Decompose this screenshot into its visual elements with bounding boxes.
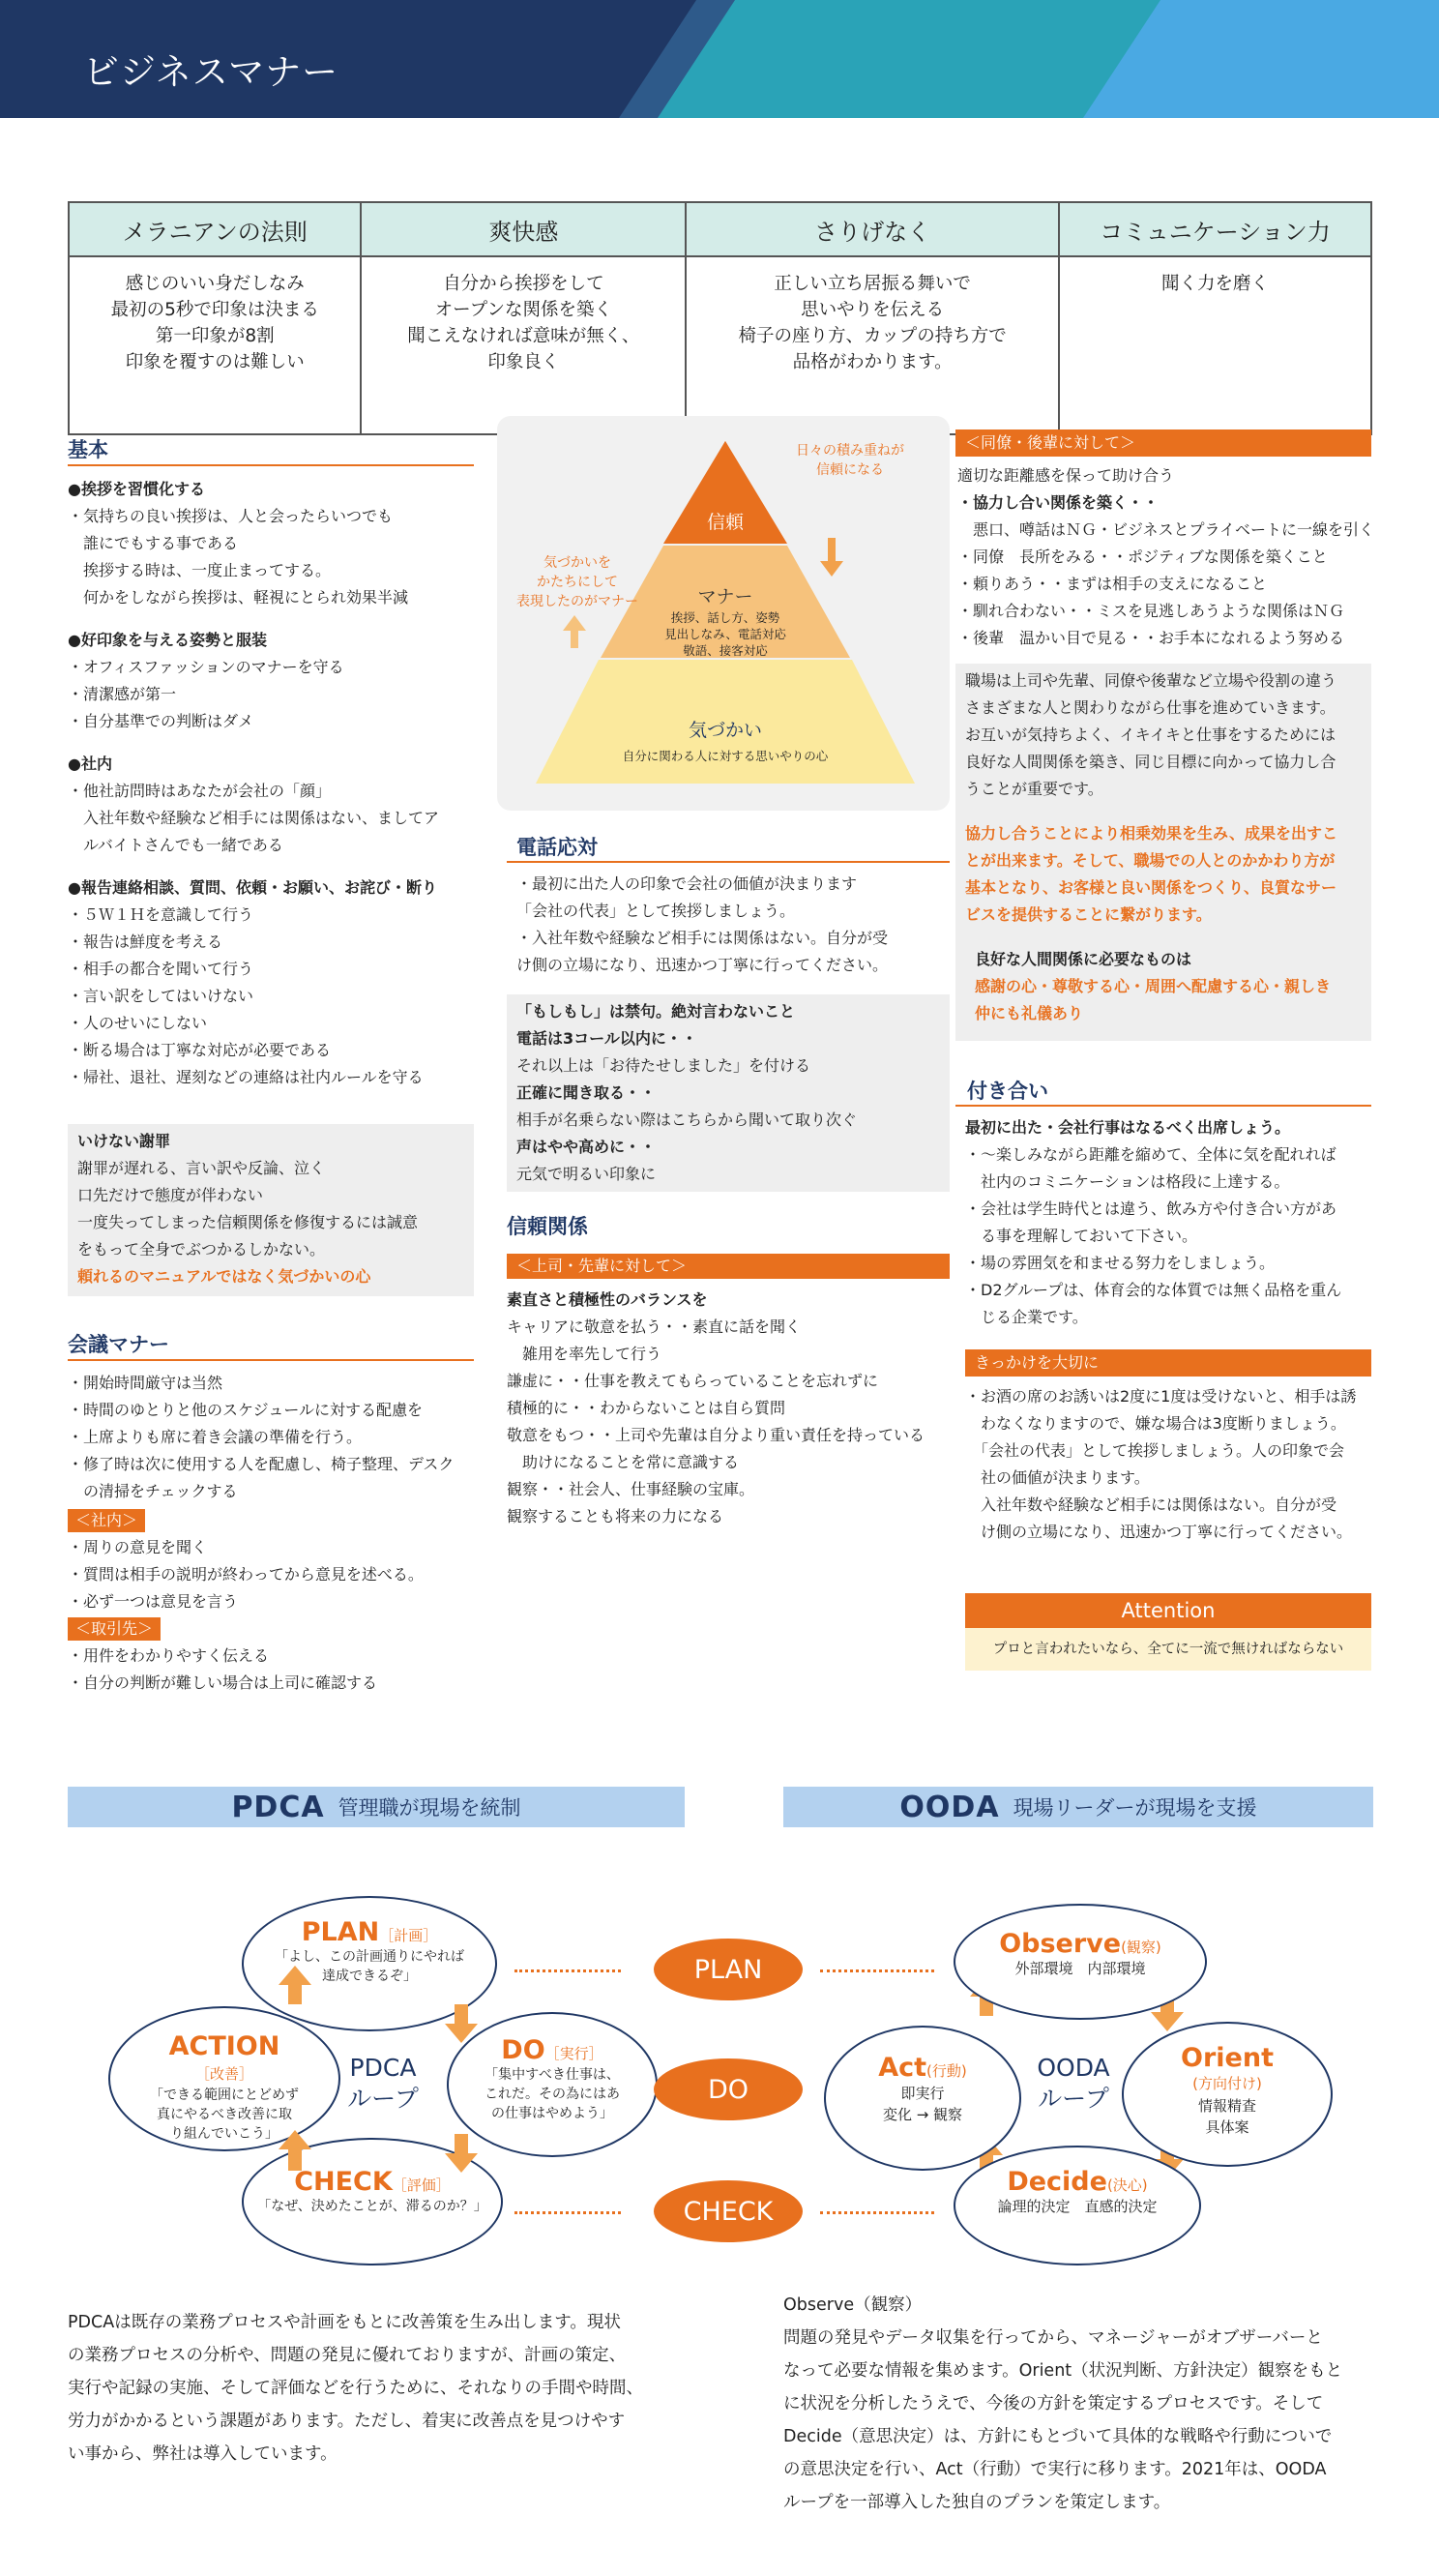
page-title: ビジネスマナー: [83, 51, 339, 93]
text-line: ・用件をわかりやすく伝える: [68, 1646, 270, 1665]
text-line: 労力がかかるという課題があります。ただし、着実に改善点を見つけやす: [68, 2412, 626, 2431]
table-header: コミュニケーション力: [1059, 202, 1371, 256]
label-kikkake: きっかけを大切に: [965, 1349, 1371, 1377]
text-line: 基本となり、お客様と良い関係をつくり、良質なサー: [965, 878, 1337, 897]
text-line: 「なぜ、決めたことが、滞るのか？」: [257, 2199, 487, 2214]
pill-do: DO: [654, 2058, 803, 2120]
text-line: なって必要な情報を集めます。Orient（状況判断、方針決定）観察をもと: [783, 2361, 1343, 2381]
text-line: キャリアに敬意を払う・・素直に話を聞く: [507, 1318, 802, 1336]
text-line: 即実行: [900, 2085, 945, 2102]
text-line: ・報告は鮮度を考える: [68, 933, 223, 951]
section-title-shinrai: 信頼関係: [507, 1215, 588, 1238]
text-line: ・頼りあう・・まずは相手の支えになること: [957, 575, 1268, 593]
table-header: 爽快感: [361, 202, 686, 256]
table-cell: 正しい立ち居振る舞いで 思いやりを伝える 椅子の座り方、カップの持ち方で 品格がわかります。: [686, 256, 1059, 434]
text-line: ・清潔感が第一: [68, 685, 177, 703]
text-line: 真にやるべき改善に取: [157, 2107, 292, 2122]
text-line: Observe（観察）: [783, 2295, 923, 2315]
text-line: かたちにして: [537, 575, 618, 590]
text-line: OODA: [1037, 2054, 1110, 2082]
pyramid-mid: マナー: [697, 586, 753, 607]
text-line: ●好印象を与える姿勢と服装: [68, 631, 267, 649]
text-line: 最初に出た・会社行事はなるべく出席しょう。: [965, 1118, 1291, 1137]
pyramid-bottom: 気づかい: [688, 720, 762, 741]
text-line: PDCAは既存の業務プロセスや計画をもとに改善策を生み出します。現状: [68, 2313, 621, 2332]
text-line: 謝罪が遅れる、言い訳や反論、泣く: [77, 1159, 326, 1177]
text-line: る事を理解しておいて下さい。: [965, 1227, 1198, 1245]
text-line: 「集中すべき仕事は、: [485, 2067, 620, 2083]
text-line: お互いが気持ちよく、イキイキと仕事をするためには: [965, 725, 1336, 744]
table-header: さりげなく: [686, 202, 1059, 256]
text-line: 雑用を率先して行う: [507, 1345, 662, 1363]
text-line: の意思決定を行い、Act（行動）で実行に移ります。2021年は、OODA: [783, 2460, 1327, 2479]
text-line: とが出来ます。そして、職場での人とのかかわり方が: [965, 851, 1336, 870]
text-line: 助けになることを常に意識する: [507, 1453, 740, 1471]
text-line: Decide（意思決定）は、方針にもとづいて具体的な戦略や行動についで: [783, 2427, 1333, 2446]
text-line: 観察することも将来の力になる: [507, 1507, 724, 1525]
text-line: り組んでいこう」: [170, 2126, 279, 2142]
text-line: ・自分基準での判断はダメ: [68, 712, 254, 730]
text-line: ・協力し合い関係を築く・・: [957, 493, 1160, 512]
text-line: ・質問は相手の説明が終わってから意見を述べる。: [68, 1565, 424, 1584]
text-line: 感謝の心・尊敬する心・周囲へ配慮する心・親しき: [975, 977, 1332, 995]
text-line: 素直さと積極性のバランスを: [507, 1290, 708, 1309]
text-line: 信頼になる: [816, 462, 884, 478]
text-line: PDCA: [349, 2054, 417, 2082]
label-shanai: ＜社内＞: [68, 1509, 145, 1532]
pdca-description: [68, 2306, 725, 2471]
section-title-kaigi: 会議マナー: [68, 1333, 169, 1356]
text-line: ・自分の判断が難しい場合は上司に確認する: [68, 1673, 378, 1692]
text-line: ・D2グループは、体育会的な体質では無く品格を重ん: [965, 1281, 1342, 1299]
attention-text: プロと言われたいなら、全てに一流で無ければならない: [965, 1628, 1371, 1671]
text-line: 外部環境 内部環境: [1014, 1960, 1146, 1977]
table-cell: 自分から挨拶をして オープンな関係を築く 聞こえなければ意味が無く、 印象良く: [361, 256, 686, 434]
text-line: ・人のせいにしない: [68, 1014, 208, 1032]
text-line: 見出しなみ、電話対応: [664, 627, 786, 641]
section-title-denwa: 電話応対: [516, 836, 598, 859]
text-line: ・同僚 長所をみる・・ポジティブな関係を築くこと: [957, 548, 1328, 566]
text-line: 積極的に・・わからないことは自ら質問: [507, 1399, 786, 1417]
text-line: 声はやや高めに・・: [516, 1138, 657, 1156]
text-line: 適切な距離感を保って助け合う: [957, 466, 1175, 485]
text-line: 観察・・社会人、仕事経験の宝庫。: [507, 1480, 755, 1498]
pdca-action-oval: ACTION ［改善］ 「できる範囲にとどめず 真にやるべき改善に取 り組んでいこう」: [108, 2006, 340, 2151]
text-line: 入社年数や経験など相手には関係はない。自分が受: [965, 1495, 1337, 1514]
dotted-connector: [820, 2211, 934, 2214]
text-line: これだ。その為にはあ: [485, 2087, 620, 2102]
text-line: 変化 → 観察: [882, 2106, 963, 2123]
text-line: 「もしもし」は禁句。絶対言わないこと: [516, 1002, 796, 1021]
text-line: さまざまな人と関わりながら仕事を進めていきます。: [965, 698, 1336, 717]
text-line: ・修了時は次に使用する人を配慮し、椅子整理、デスク: [68, 1455, 455, 1473]
text-line: 挨拶する時は、一度止まってする。: [68, 561, 332, 579]
text-line: ・入社年数や経験など相手には関係はない。自分が受: [516, 929, 889, 947]
text-line: 正確に聞き取る・・: [516, 1083, 657, 1102]
text-line: 相手が名乗らない際はこちらから聞いて取り次ぐ: [516, 1110, 858, 1129]
text-line: 謙虚に・・仕事を教えてもらっていることを忘れずに: [507, 1372, 879, 1390]
text-line: け側の立場になり、迅速かつ丁寧に行ってください。: [965, 1523, 1353, 1541]
text-line: じる企業です。: [965, 1308, 1088, 1326]
text-line: ルバイトさんでも一緒である: [68, 836, 283, 854]
text-line: ・周りの意見を聞く: [68, 1538, 208, 1556]
text-line: ・最初に出た人の印象で会社の価値が決まります: [516, 874, 858, 893]
attention-title: Attention: [965, 1593, 1371, 1628]
text-line: ・〜楽しみながら距離を縮めて、全体に気を配れれば: [965, 1145, 1336, 1164]
pdca-check-oval: CHECK［評価］ 「なぜ、決めたことが、滞るのか？」: [242, 2138, 503, 2265]
text-line: ・言い訳をしてはいけない: [68, 987, 254, 1005]
pill-check: CHECK: [654, 2180, 803, 2242]
text-line: 良好な人間関係を築き、同じ目標に向かって協力し合: [965, 753, 1336, 771]
text-line: ・開始時間厳守は当然: [68, 1374, 223, 1392]
text-line: ・お酒の席のお誘いは2度に1度は受けないと、相手は誘: [965, 1387, 1357, 1406]
pdca-banner: PDCA 管理職が現場を統制: [68, 1787, 685, 1827]
text-line: うことが重要です。: [965, 780, 1103, 798]
ooda-observe-oval: Observe(観察) 外部環境 内部環境: [954, 1904, 1207, 2020]
text-line: ●社内: [68, 755, 112, 773]
text-line: 「できる範囲にとどめず: [150, 2087, 299, 2103]
pyramid-top: 信頼: [706, 512, 744, 533]
text-line: 敬語、接客対応: [683, 643, 768, 658]
text-line: け側の立場になり、迅速かつ丁寧に行ってください。: [516, 956, 889, 974]
text-line: い事から、弊社は導入しています。: [68, 2444, 338, 2464]
text-line: ・馴れ合わない・・ミスを見逃しあうような関係はＮＧ: [957, 602, 1345, 620]
ooda-description: [783, 2289, 1402, 2519]
text-line: の仕事はやめよう」: [491, 2106, 613, 2121]
dotted-connector: [514, 1969, 621, 1972]
text-line: 口先だけで態度が伴わない: [77, 1186, 264, 1204]
text-line: ・時間のゆとりと他のスケジュールに対する配慮を: [68, 1401, 424, 1419]
section-title-kihon: 基本: [68, 438, 108, 461]
text-line: 情報精査: [1197, 2097, 1256, 2115]
text-line: 誰にでもする事である: [68, 534, 239, 552]
text-line: ●報告連絡相談、質問、依頼・お願い、お詫び・断り: [68, 878, 437, 897]
table-header: メラニアンの法則: [69, 202, 361, 256]
text-line: ・オフィスファッションのマナーを守る: [68, 658, 344, 676]
text-line: 挨拶、話し方、姿勢: [670, 610, 780, 625]
section-title-tsukiai: 付き合い: [967, 1080, 1048, 1103]
text-line: それ以上は「お待たせしました」を付ける: [516, 1056, 811, 1075]
text-line: 社の価値が決まります。: [965, 1468, 1150, 1487]
pdca-plan-oval: PLAN［計画］ 「よし、この計画通りにやれば 達成できるぞ」: [242, 1896, 497, 2031]
text-line: ・５Ｗ１Ｈを意識して行う: [68, 905, 254, 924]
ooda-decide-oval: Decide(決心) 論理的決定 直感的決定: [954, 2146, 1201, 2265]
text-line: ・会社は学生時代とは違う、飲み方や付き合い方があ: [965, 1199, 1337, 1218]
pill-plan: PLAN: [654, 1939, 803, 2000]
text-line: 具体案: [1205, 2118, 1249, 2136]
text-line: の清掃をチェックする: [68, 1482, 238, 1500]
text-line: 社内のコミニケーションは格段に上達する。: [965, 1172, 1290, 1191]
text-line: をもって全身でぶつかるしかない。: [77, 1240, 326, 1258]
text-line: わなくなりますので、嫌な場合は3度断りましょう。: [965, 1414, 1346, 1433]
text-line: 入社年数や経験など相手には関係はない、ましてア: [68, 809, 440, 827]
table-cell: 聞く力を磨く: [1059, 256, 1371, 434]
text-line: ・必ず一つは意見を言う: [68, 1592, 239, 1611]
text-line: 何かをしながら挨拶は、軽視にとられ効果半減: [68, 588, 409, 607]
text-line: 電話は3コール以内に・・: [516, 1029, 697, 1048]
pyramid-bottom-sub: 自分に関わる人に対する思いやりの心: [622, 749, 829, 763]
dotted-connector: [820, 1969, 934, 1972]
ooda-banner: OODA 現場リーダーが現場を支援: [783, 1787, 1373, 1827]
apology-box: いけない謝罪 謝罪が遅れる、言い訳や反論、泣く 口先だけで態度が伴わない 一度失ってしまった信頼関係を修復するには誠意 をもって全身でぶつかるしかない。 頼れるのマニュアルではなく気づかいの心: [68, 1124, 474, 1296]
text-line: 「会社の代表」として挨拶しましょう。人の印象で会: [965, 1441, 1345, 1460]
pdca-do-oval: DO［実行］ 「集中すべき仕事は、 これだ。その為にはあ の仕事はやめよう」: [447, 2012, 658, 2157]
ooda-act-oval: Act(行動) 即実行 変化 → 観察: [824, 2026, 1021, 2171]
text-line: ・他社訪問時はあなたが会社の「顔」: [68, 782, 332, 800]
text-line: ・断る場合は丁寧な対応が必要である: [68, 1041, 332, 1059]
ooda-orient-oval: Orient (方向付け) 情報精査 具体案: [1122, 2022, 1333, 2167]
label-torihikisaki: ＜取引先＞: [68, 1617, 161, 1641]
text-line: ループを一部導入した独自のプランを策定します。: [783, 2493, 1171, 2512]
text-line: 問題の発見やデータ収集を行ってから、マネージャーがオブザーバーと: [783, 2328, 1323, 2348]
text-line: 日々の積み重ねが: [796, 443, 904, 459]
text-line: ・後輩 温かい目で見る・・お手本になれるよう努める: [957, 629, 1345, 647]
ooda-loop-label: [1019, 2053, 1128, 2115]
label-joushi: ＜上司・先輩に対して＞: [507, 1254, 950, 1279]
text-line: ・相手の都合を聞いて行う: [68, 960, 254, 978]
text-line: 職場は上司や先輩、同僚や後輩など立場や役割の違う: [965, 671, 1337, 690]
table-cell: 感じのいい身だしなみ 最初の5秒で印象は決まる 第一印象が8割 印象を覆すのは難しい: [69, 256, 361, 434]
text-line: ・気持ちの良い挨拶は、人と会ったらいつでも: [68, 507, 394, 525]
text-line: ループ: [1038, 2085, 1109, 2113]
text-line: に状況を分析したうえで、今後の方針を策定するプロセスです。そして: [783, 2394, 1324, 2413]
text-line: 達成できるぞ」: [322, 1969, 417, 1984]
text-line: 協力し合うことにより相乗効果を生み、成果を出すこ: [965, 824, 1337, 843]
text-line: 論理的決定 直感的決定: [997, 2198, 1158, 2215]
text-line: ●挨拶を習慣化する: [68, 480, 205, 498]
text-line: 一度失ってしまった信頼関係を修復するには誠意: [77, 1213, 419, 1231]
text-line: 仲にも礼儀あり: [975, 1004, 1084, 1022]
text-line: ビスを提供することに繋がります。: [965, 905, 1212, 924]
text-line: の業務プロセスの分析や、問題の発見に優れておりますが、計画の策定、: [68, 2346, 627, 2365]
text-line: ・帰社、退社、遅刻などの連絡は社内ルールを守る: [68, 1068, 424, 1086]
text-line: 敬意をもつ・・上司や先輩は自分より重い責任を持っている: [507, 1426, 925, 1444]
text-line: 元気で明るい印象に: [516, 1165, 657, 1183]
text-line: 気づかいを: [543, 555, 611, 571]
text-line: 表現したのがマナー: [516, 594, 638, 609]
text-line: ループ: [347, 2085, 419, 2113]
text-line: ・上席よりも席に着き会議の準備を行う。: [68, 1428, 363, 1446]
dotted-connector: [514, 2211, 621, 2214]
text-line: 「よし、この計画通りにやれば: [275, 1949, 464, 1965]
text-line: 悪口、噂話はＮＧ・ビジネスとプライベートに一線を引く: [957, 520, 1375, 539]
label-douryou: ＜同僚・後輩に対して＞: [955, 429, 1371, 457]
doryo-box: 職場は上司や先輩、同僚や後輩など立場や役割の違う さまざまな人と関わりながら仕事を進めていきます。 お互いが気持ちよく、イキイキと仕事をするためには 良好な人間関係を築き、同じ目標に向かって協力し合 うことが重要です。 協力し合うことにより相乗効果を生み、成果を出すこ とが出来ます。そして、職場での人とのかかわり方が 基本となり、お客様と良い関係をつくり、良質なサー ビスを提供することに繋がります。 良好な人間関係に必要なものは 感謝の心・尊敬する心・周囲へ配慮する心・親しき 仲にも礼儀あり: [955, 664, 1371, 1041]
text-line: ・場の雰囲気を和ませる努力をしましょう。: [965, 1254, 1276, 1272]
text-line: 「会社の代表」として挨拶しましょう。: [516, 902, 796, 920]
text-line: 実行や記録の実施、そして評価などを行うために、それなりの手間や時間、: [68, 2379, 643, 2398]
